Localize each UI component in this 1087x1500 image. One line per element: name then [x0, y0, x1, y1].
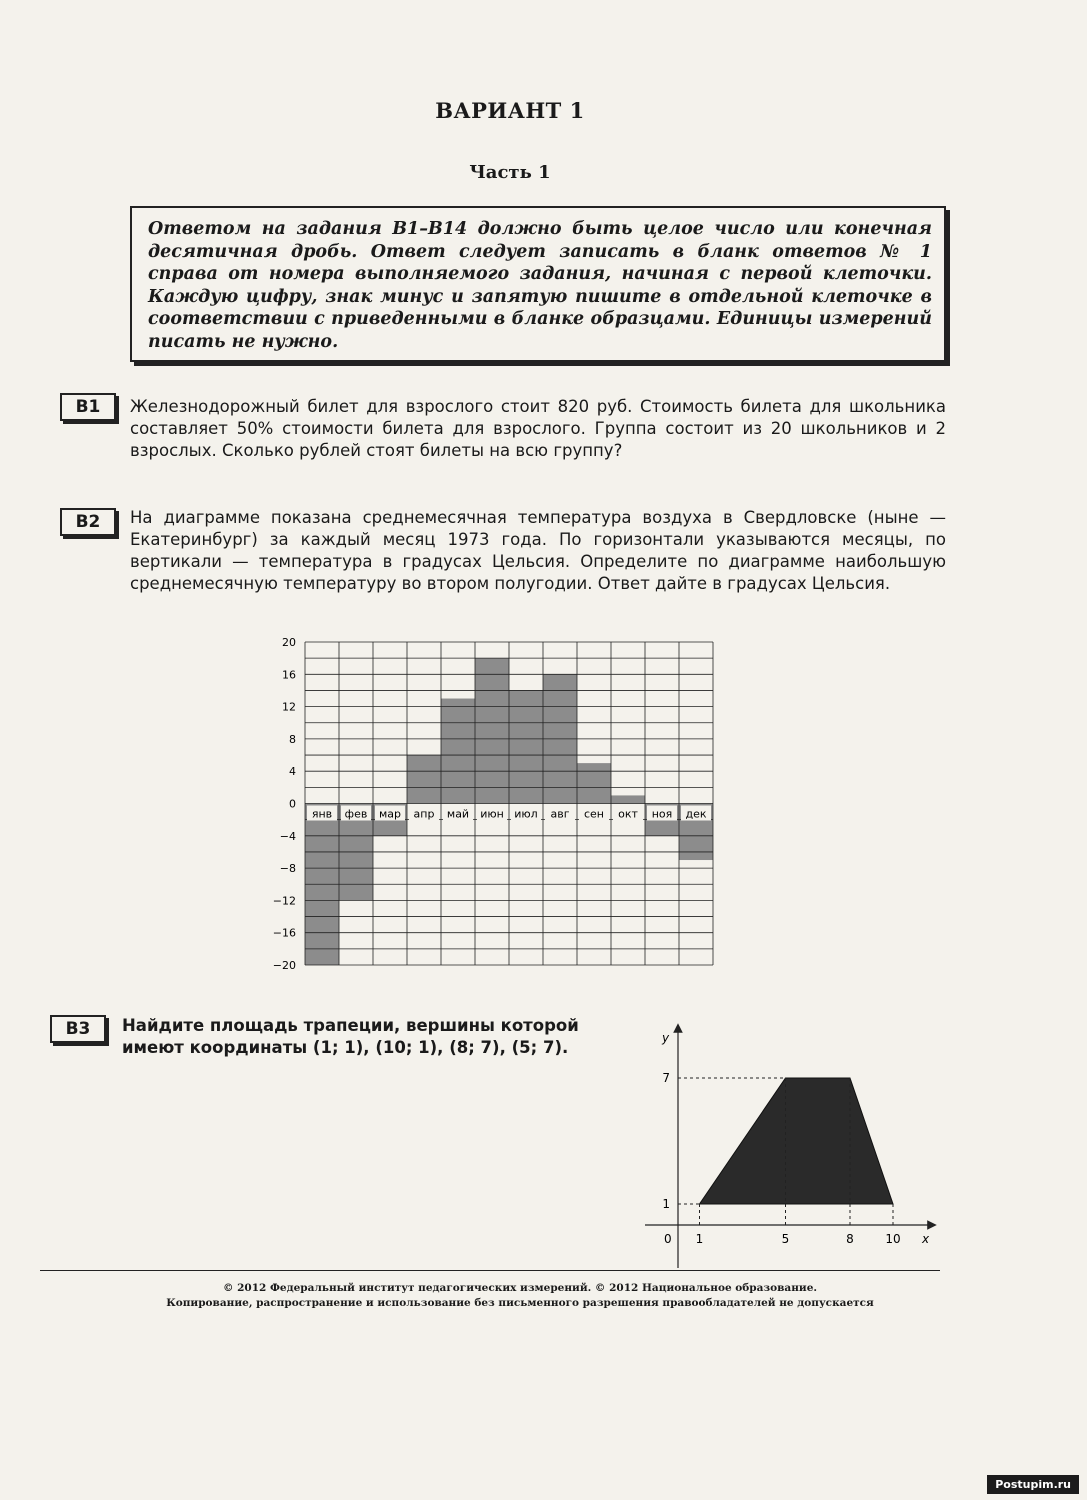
x-tick-label: 10: [885, 1232, 901, 1246]
month-label-фев: фев: [344, 807, 368, 821]
month-label-июн: июн: [480, 807, 504, 821]
y-tick-label: 8: [289, 732, 296, 746]
bar-сен: [577, 763, 611, 803]
bar-июл: [509, 690, 543, 803]
x-tick-label: 5: [781, 1232, 790, 1246]
temperature-bar-chart: [260, 630, 750, 975]
y-axis-name: y: [662, 1031, 670, 1045]
origin-label: 0: [664, 1232, 672, 1246]
trapezoid-figure: [640, 1020, 940, 1280]
month-label-дек: дек: [685, 807, 707, 821]
task-label-b3: B3: [50, 1015, 106, 1043]
y-tick-label: −12: [272, 894, 296, 908]
task-label-b2: B2: [60, 508, 116, 536]
month-label-окт: окт: [618, 807, 638, 821]
instructions-box: Ответом на задания B1–B14 должно быть целое число или конечная десятичная дробь. Ответ следует записать в бланк ответов № 1 справа от номера выполняемого задания, начиная с первой клеточки. Каждую цифру, знак минус и запятую пишите в отдельной клеточке в соответствии с приведенными в бланке образцами. Единицы измерений писать не нужно.: [130, 206, 946, 362]
y-tick-label: 4: [289, 765, 296, 779]
y-tick-label: 0: [289, 797, 296, 811]
bar-июн: [475, 658, 509, 803]
task-label-b1: B1: [60, 393, 116, 421]
task-text-b3: Найдите площадь трапеции, вершины которой имеют координаты (1; 1), (10; 1), (8; 7), (5; 7).: [122, 1016, 579, 1057]
y-tick-label: 12: [282, 700, 296, 714]
y-tick-label: 16: [282, 668, 296, 682]
y-tick-label: 20: [282, 636, 296, 649]
month-label-янв: янв: [311, 807, 333, 821]
month-label-авг: авг: [550, 807, 570, 821]
month-label-сен: сен: [583, 807, 605, 821]
month-label-апр: апр: [413, 807, 435, 821]
y-tick-labels: [273, 636, 296, 972]
variant-title: ВАРИАНТ 1: [435, 98, 585, 123]
watermark: Postupim.ru: [987, 1475, 1079, 1494]
chart-grid: [305, 642, 713, 965]
bar-май: [441, 699, 475, 804]
month-label-ноя: ноя: [651, 807, 673, 821]
part-title: Часть 1: [469, 162, 551, 183]
y-tick-label: −8: [279, 862, 296, 876]
bar-окт: [611, 795, 645, 803]
trapezoid: [700, 1078, 894, 1204]
y-tick-label: 1: [662, 1197, 670, 1211]
footer-copyright: © 2012 Федеральный институт педагогических измерений. © 2012 Национальное образование.: [222, 1282, 818, 1294]
footer-copying-notice: Копирование, распространение и использование без письменного разрешения правообладателей не допускается: [166, 1297, 874, 1309]
month-label-мар: мар: [378, 807, 402, 821]
y-tick-label: −16: [272, 926, 296, 940]
month-label-июл: июл: [514, 807, 538, 821]
task-text-b1: Железнодорожный билет для взрослого стоит 820 руб. Стоимость билета для школьника составляет 50% стоимости билета для взрослого. Группа состоит из 20 школьников и 2 взрослых. Сколько рублей стоят билеты на всю группу?: [130, 397, 946, 460]
y-tick-label: 7: [662, 1071, 670, 1085]
x-axis-name: x: [922, 1232, 930, 1246]
trapezoid-shape: [678, 1078, 893, 1225]
x-tick-label: 8: [846, 1232, 854, 1246]
bar-апр: [407, 755, 441, 803]
y-tick-label: −20: [272, 959, 296, 972]
month-label-май: май: [446, 807, 470, 821]
x-tick-label: 1: [695, 1232, 704, 1246]
y-tick-label: −4: [279, 829, 296, 843]
footer-divider: [40, 1270, 940, 1271]
task-text-b2: На диаграмме показана среднемесячная температура воздуха в Свердловске (ныне — Екатеринбург) за каждый месяц 1973 года. По горизонтали указываются месяцы, по вертикали — температура в градусах Цельсия. Определите по диаграмме наибольшую среднемесячную температуру во втором полугодии. Ответ дайте в градусах Цельсия.: [130, 508, 946, 593]
